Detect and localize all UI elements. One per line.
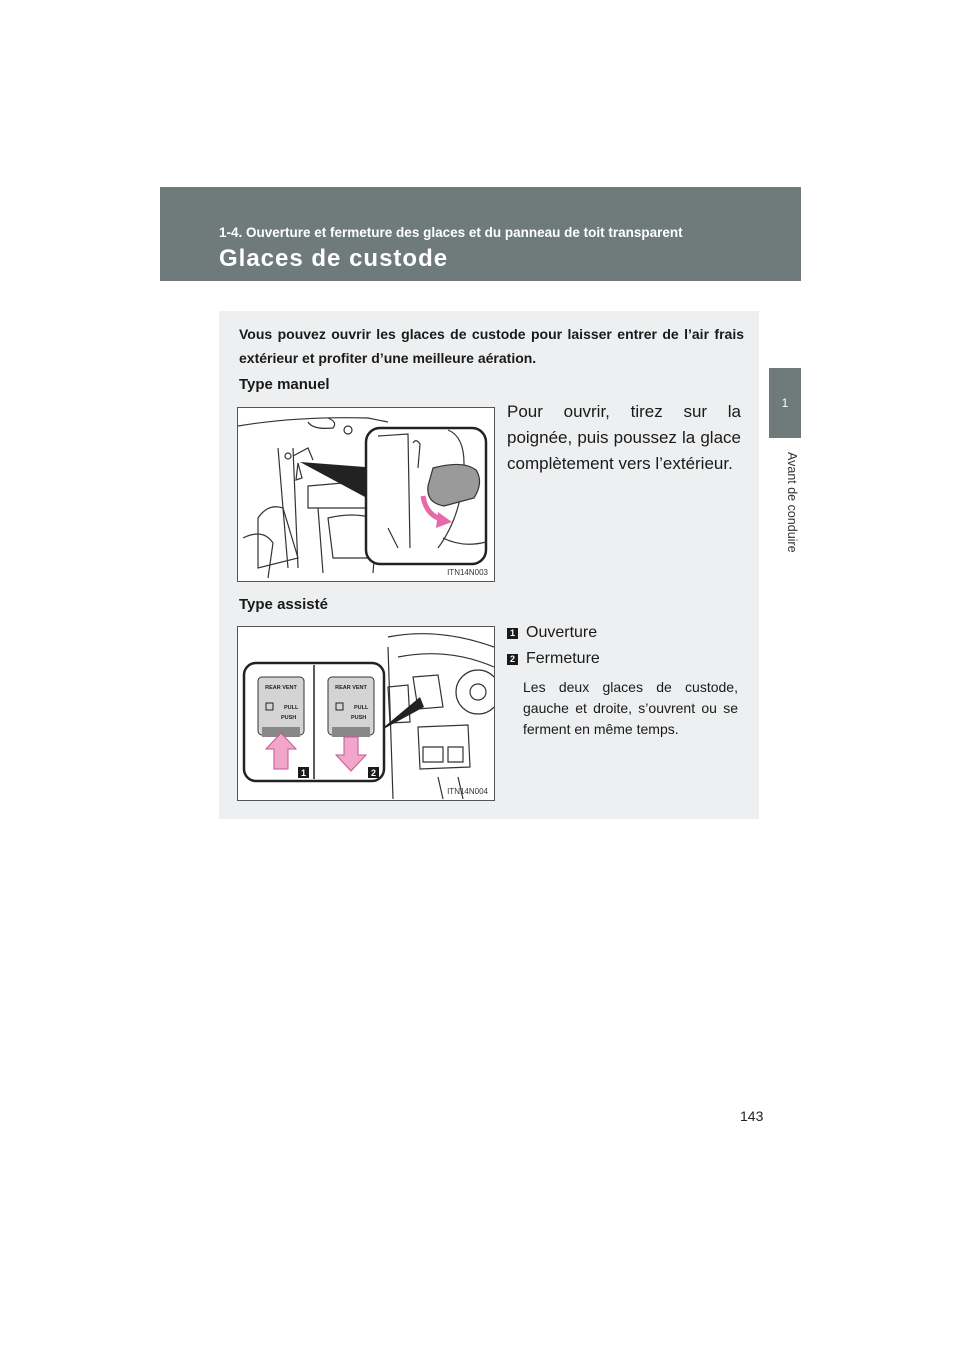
operation-list xyxy=(507,620,747,672)
switch-label-right: REAR VENT xyxy=(335,685,367,691)
power-vent-illustration xyxy=(237,626,495,801)
section-title: 1-4. Ouverture et fermeture des glaces et du panneau de toit transparent xyxy=(219,225,683,240)
chapter-number: 1 xyxy=(781,396,789,410)
power-type-heading: Type assisté xyxy=(239,596,328,613)
push-label-right: PUSH xyxy=(351,715,367,721)
figure-code: ITN14N003 xyxy=(447,568,488,577)
page-title: Glaces de custode xyxy=(219,245,449,272)
intro-text: Vous pouvez ouvrir les glaces de custode pour laisser entrer de l’air frais extérieur et profiter d’une meilleure aération. xyxy=(239,326,744,366)
manual-instructions: Pour ouvrir, tirez sur la poignée, puis poussez la glace complètement vers l’extérieur. xyxy=(507,402,741,473)
push-label-left: PUSH xyxy=(281,715,297,721)
list-item xyxy=(507,620,747,646)
chapter-header xyxy=(160,187,801,281)
list-item xyxy=(507,646,747,672)
pull-label-left: PULL xyxy=(284,705,299,711)
figure-marker-2: 2 xyxy=(370,768,377,778)
list-item-label: Fermeture xyxy=(526,650,600,667)
number-marker: 1 xyxy=(507,628,518,639)
manual-vent-illustration xyxy=(237,407,495,582)
chapter-tab xyxy=(769,368,801,438)
car-interior-drawing xyxy=(238,408,494,581)
manual-type-heading: Type manuel xyxy=(239,376,330,393)
figure-marker-1: 1 xyxy=(300,768,307,778)
content-panel xyxy=(219,311,759,819)
dashboard-drawing xyxy=(238,627,494,800)
number-marker: 2 xyxy=(507,654,518,665)
page-number: 143 xyxy=(740,1108,764,1124)
chapter-label: Avant de conduire xyxy=(785,452,799,553)
power-note: Les deux glaces de custode, gauche et droite, s’ouvrent ou se ferment en même temps. xyxy=(523,679,738,737)
list-item-label: Ouverture xyxy=(526,624,598,641)
figure-code: ITN14N004 xyxy=(447,787,488,796)
pull-label-right: PULL xyxy=(354,705,369,711)
switch-label-left: REAR VENT xyxy=(265,685,297,691)
